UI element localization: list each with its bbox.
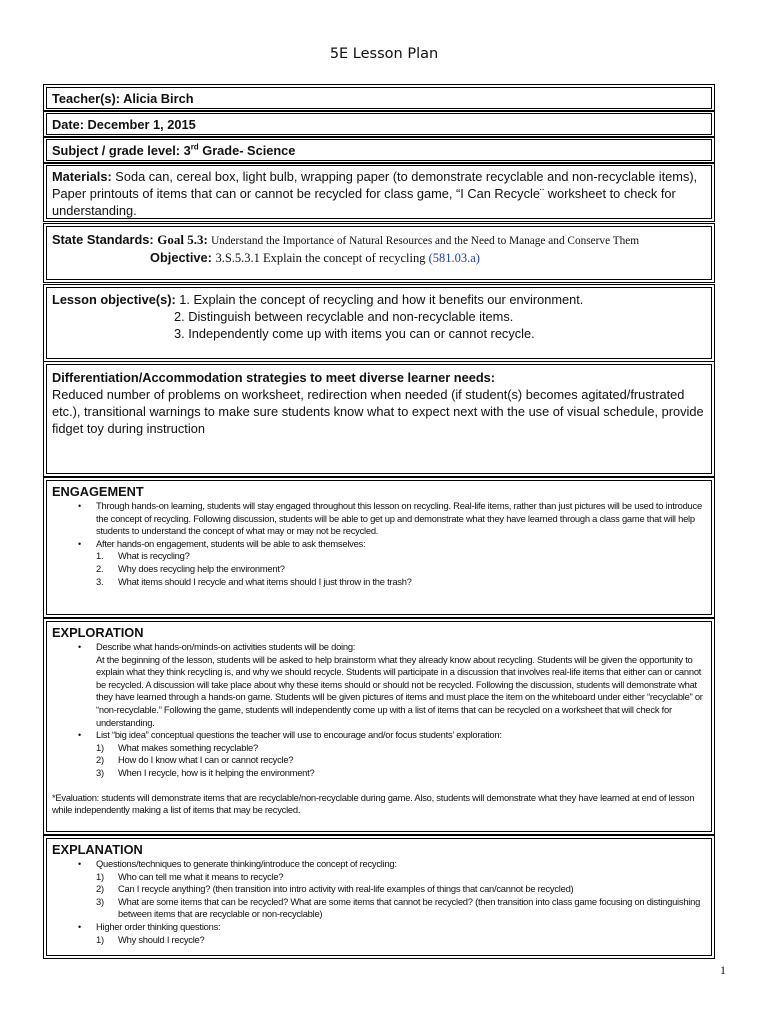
- exploration-bullet: • Describe what hands-on/minds-on activities students will be doing: At the beginning of the lesson, students will be asked to help brainstorm what they already know about recycling. Students will be given the opportunity to explain what they think recycling is, and why we should recycle. Students will participate in a discussion that involves real-life items that either can or cannot be recycled. A discussion will take place about why these items should or should not be recycled. Following the discussion, students will demonstrate what they have learned through a hands-on game. Students will be given pictures of items and must place the item on the whiteboard under either “recyclable” or “non-recyclable.” Following the game, students will independently come up with a list of items that can be recycled on a worksheet that will check for understanding.: [96, 641, 706, 729]
- engagement-heading: ENGAGEMENT: [52, 484, 144, 499]
- list-item: 2) Can I recycle anything? (then transition into intro activity with real-life examples of things that can/cannot be recycled): [96, 883, 574, 895]
- standards-label: State Standards:: [52, 232, 158, 247]
- objective-label: Objective:: [150, 250, 216, 265]
- goal-text: Understand the Importance of Natural Resources and the Need to Manage and Conserve Them: [211, 235, 640, 247]
- list-item: 1) Who can tell me what it means to recycle?: [96, 870, 284, 882]
- objective-text: 3.S.5.3.1 Explain the concept of recycling: [215, 251, 429, 265]
- differentiation-row: [43, 361, 715, 477]
- standards-row: [43, 223, 715, 283]
- subject-label: Subject / grade level: 3rd Grade- Science: [52, 142, 296, 158]
- objective-code: (581.03.a): [428, 251, 480, 265]
- explanation-bullet: • Higher order thinking questions: 1) Why should I recycle?: [96, 921, 706, 946]
- list-item: 1) What makes something recyclable?: [96, 741, 258, 753]
- engagement-section: [43, 477, 715, 618]
- page-number: 1: [720, 963, 726, 977]
- engagement-bullet: • Through hands-on learning, students will stay engaged throughout this lesson on recycling. Real-life items, rather than just pictures will be used to introduce the concept of recycling. Following discussion, students will be able to get up and demonstrate what they have learned through a class game that will help students to understand the concept of what may or may not be recycled.: [96, 500, 706, 538]
- engagement-bullet: • After hands-on engagement, students will be able to ask themselves: 1. What is recycling? 2. Why does recycling help the environment? 3. What items should I recycle and what items should I just throw in the trash?: [96, 538, 706, 588]
- exploration-paragraph: At the beginning of the lesson, students will be asked to help brainstorm what they already know about recycling. Students will be given the opportunity to explain what they think recycling is, and why we should recycle. Students will participate in a discussion that involves real-life items that either can or cannot be recycled. A discussion will take place about why these items should or should not be recycled. Following the discussion, students will demonstrate what they have learned through a hands-on game. Students will be given pictures of items and must place the item on the whiteboard under either “recyclable” or “non-recyclable.” Following the game, students will independently come up with a list of items that can be recycled on a worksheet that will check for understanding.: [96, 653, 703, 728]
- exploration-section: [43, 618, 715, 835]
- lesson-objectives-row: [43, 284, 715, 362]
- teacher-label: Teacher(s): Alicia Birch: [52, 91, 194, 106]
- lesson-objective-item: 2. Distinguish between recyclable and non-recyclable items.: [174, 309, 514, 324]
- explanation-heading: EXPLANATION: [52, 842, 143, 857]
- differentiation-label: Differentiation/Accommodation strategies to meet diverse learner needs:: [52, 370, 496, 385]
- lesson-objective-item: 3. Independently come up with items you can or cannot recycle.: [174, 326, 535, 341]
- date-row: [43, 110, 715, 138]
- teacher-row: [43, 84, 715, 112]
- exploration-heading: EXPLORATION: [52, 625, 144, 640]
- lesson-objectives-label: Lesson objective(s):: [52, 292, 176, 307]
- list-item: 1) Why should I recycle?: [96, 933, 205, 945]
- list-item: 3) When I recycle, how is it helping the environment?: [96, 766, 315, 778]
- materials-label: Materials:: [52, 169, 112, 184]
- list-item: 2. Why does recycling help the environment?: [96, 562, 285, 574]
- materials-row: [43, 162, 715, 222]
- subject-row: [43, 136, 715, 164]
- exploration-bullet: • List “big idea” conceptual questions the teacher will use to encourage and/or focus students’ exploration: 1) What makes something recyclable? 2) How do I know what I can or cannot recycle? 3) When I recycle, how is it helping the environment?: [96, 729, 706, 779]
- date-label: Date: December 1, 2015: [52, 117, 196, 132]
- list-item: 2) How do I know what I can or cannot recycle?: [96, 754, 294, 766]
- lesson-objective-item: 1. Explain the concept of recycling and how it benefits our environment.: [175, 292, 584, 307]
- list-item: 3) What are some items that can be recycled? What are some items that cannot be recycled? (then transition into class game focusing on distinguishing between items that are recyclable or non-recyclable): [96, 895, 701, 920]
- explanation-bullet: • Questions/techniques to generate thinking/introduce the concept of recycling: 1) Who can tell me what it means to recycle? 2) Can I recycle anything? (then transition into intro activity with real-life examples of things that can/cannot be recycled) 3) What are some items that can be recycled? What are some items that cannot be recycled? (then transition into class game focusing on distinguishing between items that are recyclable or non-recyclable): [96, 858, 706, 921]
- list-item: 3. What items should I recycle and what items should I just throw in the trash?: [96, 575, 412, 587]
- document-title: 5E Lesson Plan: [329, 46, 439, 62]
- differentiation-text: Reduced number of problems on worksheet, redirection when needed (if student(s) becomes agitated/frustrated etc.), transitional warnings to make sure students know what to expect next with the use of visual schedule, provide fidget toy during instruction: [52, 387, 704, 436]
- goal-label: Goal 5.3:: [157, 232, 212, 247]
- evaluation-note: *Evaluation: students will demonstrate items that are recyclable/non-recyclable during game. Also, students will demonstrate what they have learned at end of lesson while independently making a list of items that may be recycled.: [52, 791, 695, 816]
- explanation-section: [43, 835, 715, 959]
- list-item: 1. What is recycling?: [96, 550, 190, 562]
- materials-text: Soda can, cereal box, light bulb, wrapping paper (to demonstrate recyclable and non-recyclable items), Paper printouts of items that can or cannot be recycled for class game, “I Can Recycle¨ worksheet to check for understanding.: [52, 169, 698, 218]
